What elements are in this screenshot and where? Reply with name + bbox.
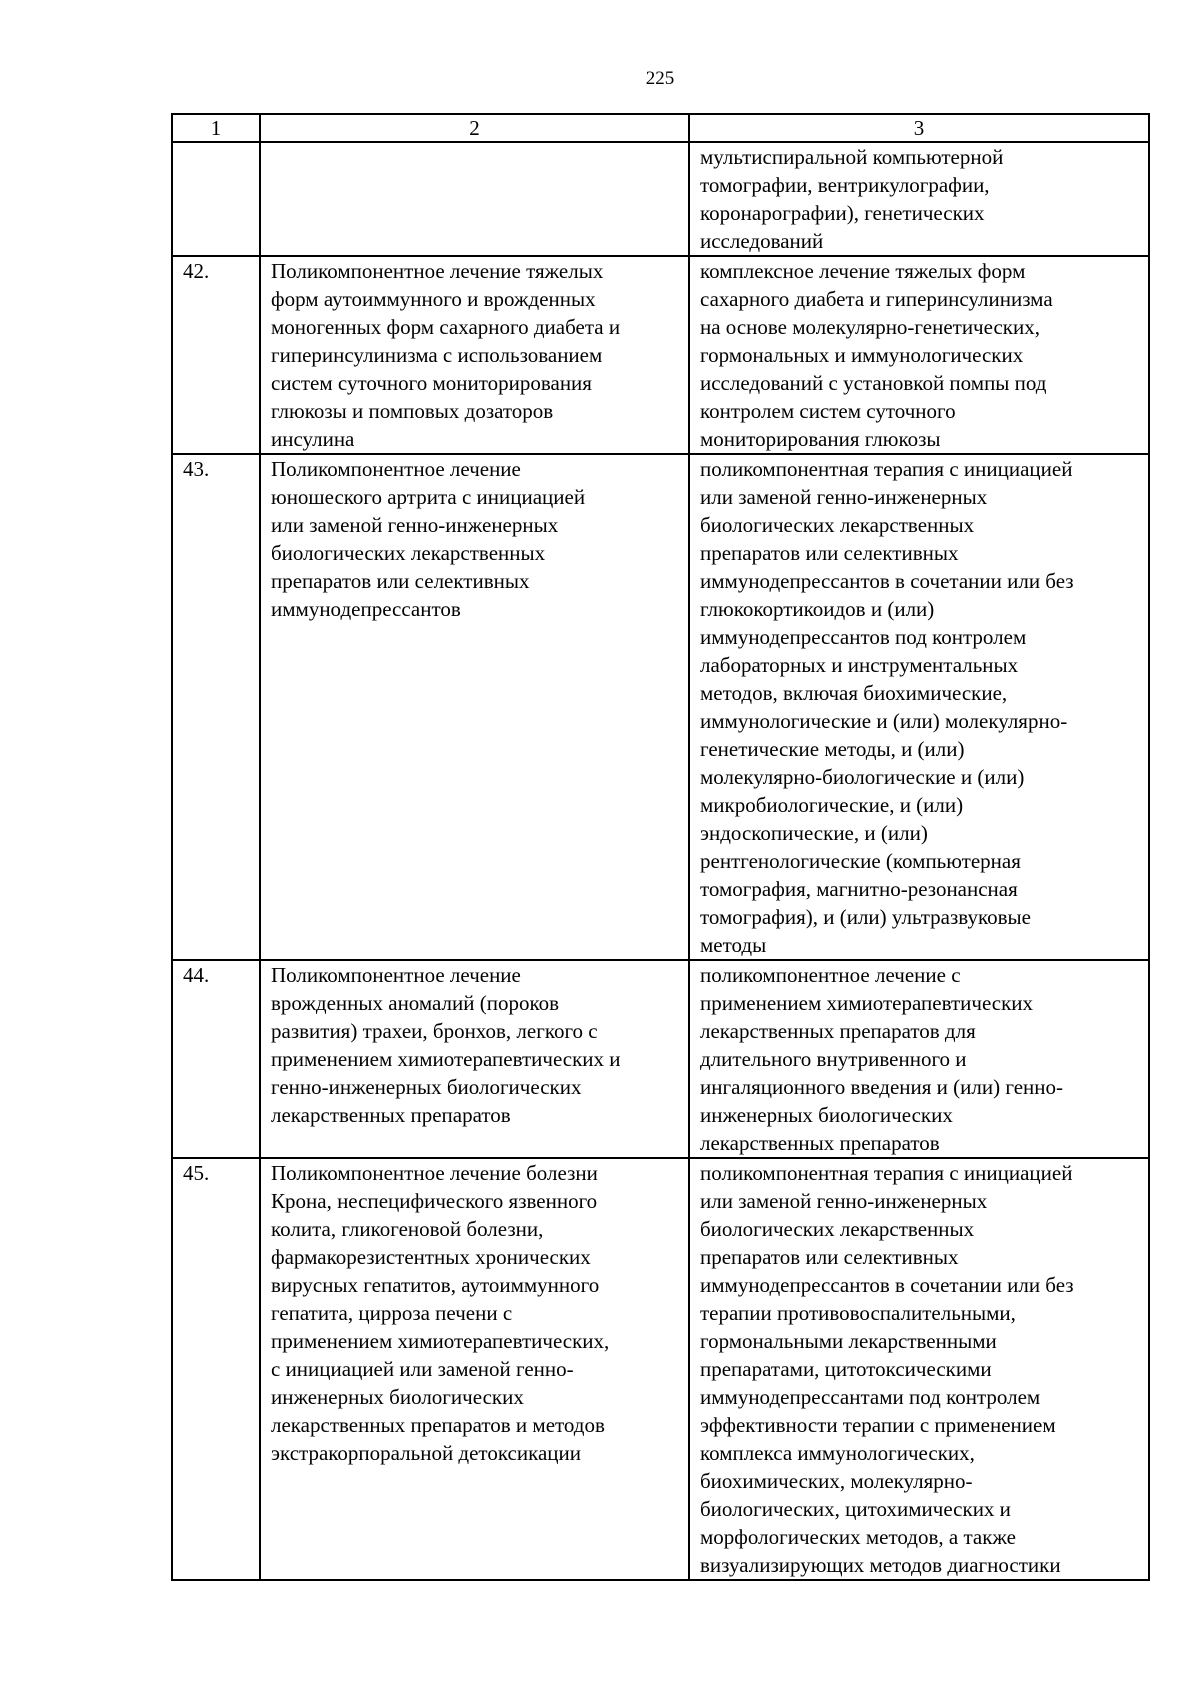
treatment-table: [171, 113, 1150, 1581]
treatment-name-cell: [260, 960, 689, 1158]
treatment-method-line: комплекса иммунологических,: [700, 1441, 975, 1465]
treatment-method-cell: [689, 454, 1149, 960]
treatment-method-cell: [689, 142, 1149, 256]
treatment-method-line: или заменой генно-инженерных: [700, 485, 988, 509]
table-body: [172, 142, 1149, 1580]
treatment-name-line: развития) трахеи, бронхов, легкого с: [271, 1019, 598, 1043]
treatment-name-line: Поликомпонентное лечение: [271, 963, 521, 987]
treatment-method-line: инженерных биологических: [700, 1103, 953, 1127]
treatment-method-line: исследований: [700, 229, 824, 253]
treatment-name-line: инженерных биологических: [271, 1385, 524, 1409]
treatment-method-line: ингаляционного введения и (или) генно-: [700, 1075, 1063, 1099]
treatment-name-line: форм аутоиммунного и врожденных: [271, 287, 596, 311]
treatment-method-line: глюкокортикоидов и (или): [700, 597, 935, 621]
treatment-method-line: биологических лекарственных: [700, 513, 975, 537]
treatment-name-line: систем суточного мониторирования: [271, 371, 592, 395]
treatment-name-cell: [260, 1158, 689, 1580]
treatment-name-line: биологических лекарственных: [271, 541, 546, 565]
table-row: [172, 1158, 1149, 1580]
treatment-method-line: томографии, вентрикулографии,: [700, 173, 990, 197]
treatment-method-line: лекарственных препаратов для: [700, 1019, 976, 1043]
treatment-method-line: поликомпонентное лечение с: [700, 963, 961, 987]
treatment-name-line: генно-инженерных биологических: [271, 1075, 582, 1099]
treatment-method-line: томография), и (или) ультразвуковые: [700, 905, 1031, 929]
table-row: [172, 142, 1149, 256]
treatment-method-line: молекулярно-биологические и (или): [700, 765, 1025, 789]
treatment-name-cell: [260, 256, 689, 454]
treatment-name-line: применением химиотерапевтических и: [271, 1047, 621, 1071]
treatment-method-cell: [689, 256, 1149, 454]
treatment-name-line: иммунодепрессантов: [271, 597, 461, 621]
treatment-name-line: фармакорезистентных хронических: [271, 1245, 591, 1269]
treatment-method-line: на основе молекулярно-генетических,: [700, 315, 1040, 339]
treatment-method-line: исследований с установкой помпы под: [700, 371, 1047, 395]
treatment-method-line: гормональных и иммунологических: [700, 343, 1024, 367]
header-col-1: 1: [172, 114, 260, 142]
treatment-name-line: или заменой генно-инженерных: [271, 513, 559, 537]
header-col-3: 3: [689, 114, 1149, 142]
treatment-method-line: иммунодепрессантами под контролем: [700, 1385, 1041, 1409]
treatment-method-line: лекарственных препаратов: [700, 1131, 940, 1155]
treatment-name-line: с инициацией или заменой генно-: [271, 1357, 574, 1381]
treatment-method-line: иммунодепрессантов под контролем: [700, 625, 1027, 649]
treatment-method-line: контролем систем суточного: [700, 399, 956, 423]
treatment-method-line: биологических, цитохимических и: [700, 1497, 1011, 1521]
treatment-name-cell: [260, 142, 689, 256]
treatment-name-line: Поликомпонентное лечение тяжелых: [271, 259, 604, 283]
treatment-method-line: иммунодепрессантов в сочетании или без: [700, 1273, 1074, 1297]
header-col-2: 2: [260, 114, 689, 142]
page-number: 225: [645, 68, 675, 89]
treatment-method-cell: [689, 960, 1149, 1158]
treatment-name-line: применением химиотерапевтических,: [271, 1329, 610, 1353]
table-row: [172, 960, 1149, 1158]
treatment-method-cell: [689, 1158, 1149, 1580]
treatment-method-line: мультиспиральной компьютерной: [700, 145, 1004, 169]
row-number: 44.: [172, 960, 260, 1158]
treatment-name-line: гепатита, цирроза печени с: [271, 1301, 513, 1325]
treatment-method-line: рентгенологические (компьютерная: [700, 849, 1021, 873]
treatment-method-line: микробиологические, и (или): [700, 793, 964, 817]
treatment-name-line: колита, гликогеновой болезни,: [271, 1217, 544, 1241]
treatment-name-line: экстракорпоральной детоксикации: [271, 1441, 581, 1465]
treatment-method-line: методы: [700, 933, 767, 957]
treatment-method-line: терапии противовоспалительными,: [700, 1301, 1016, 1325]
treatment-method-line: генетические методы, и (или): [700, 737, 965, 761]
treatment-method-line: препаратами, цитотоксическими: [700, 1357, 992, 1381]
treatment-method-line: препаратов или селективных: [700, 1245, 959, 1269]
treatment-method-line: коронарографии), генетических: [700, 201, 985, 225]
treatment-name-line: лекарственных препаратов и методов: [271, 1413, 605, 1437]
treatment-method-line: биологических лекарственных: [700, 1217, 975, 1241]
row-number: 43.: [172, 454, 260, 960]
treatment-name-line: вирусных гепатитов, аутоиммунного: [271, 1273, 600, 1297]
treatment-name-line: гиперинсулинизма с использованием: [271, 343, 603, 367]
treatment-method-line: эффективности терапии с применением: [700, 1413, 1056, 1437]
treatment-method-line: биохимических, молекулярно-: [700, 1469, 973, 1493]
treatment-method-line: методов, включая биохимические,: [700, 681, 1008, 705]
treatment-method-line: поликомпонентная терапия с инициацией: [700, 457, 1073, 481]
treatment-method-line: мониторирования глюкозы: [700, 427, 941, 451]
treatment-method-line: применением химиотерапевтических: [700, 991, 1034, 1015]
treatment-method-line: препаратов или селективных: [700, 541, 959, 565]
table-row: [172, 454, 1149, 960]
treatment-method-line: гормональными лекарственными: [700, 1329, 997, 1353]
treatment-method-line: иммунологические и (или) молекулярно-: [700, 709, 1068, 733]
treatment-method-line: комплексное лечение тяжелых форм: [700, 259, 1026, 283]
row-number: 45.: [172, 1158, 260, 1580]
row-number: [172, 142, 260, 256]
row-number: 42.: [172, 256, 260, 454]
treatment-method-line: поликомпонентная терапия с инициацией: [700, 1161, 1073, 1185]
treatment-name-line: юношеского артрита с инициацией: [271, 485, 586, 509]
treatment-method-line: эндоскопические, и (или): [700, 821, 928, 845]
treatment-method-line: иммунодепрессантов в сочетании или без: [700, 569, 1074, 593]
treatment-name-line: инсулина: [271, 427, 355, 451]
treatment-name-line: препаратов или селективных: [271, 569, 530, 593]
treatment-name-line: моногенных форм сахарного диабета и: [271, 315, 621, 339]
treatment-name-line: Крона, неспецифического язвенного: [271, 1189, 598, 1213]
treatment-method-line: длительного внутривенного и: [700, 1047, 967, 1071]
treatment-method-line: томография, магнитно-резонансная: [700, 877, 1018, 901]
treatment-method-line: морфологических методов, а также: [700, 1525, 1016, 1549]
treatment-name-line: лекарственных препаратов: [271, 1103, 511, 1127]
treatment-method-line: визуализирующих методов диагностики: [700, 1553, 1061, 1577]
treatment-name-line: врожденных аномалий (пороков: [271, 991, 560, 1015]
treatment-method-line: сахарного диабета и гиперинсулинизма: [700, 287, 1053, 311]
treatment-name-cell: [260, 454, 689, 960]
treatment-method-line: или заменой генно-инженерных: [700, 1189, 988, 1213]
table-row: [172, 256, 1149, 454]
table-header: [172, 114, 1149, 142]
treatment-name-line: Поликомпонентное лечение болезни: [271, 1161, 598, 1185]
treatment-name-line: Поликомпонентное лечение: [271, 457, 521, 481]
header-row: [172, 114, 1149, 142]
treatment-method-line: лабораторных и инструментальных: [700, 653, 1019, 677]
treatment-name-line: глюкозы и помповых дозаторов: [271, 399, 554, 423]
